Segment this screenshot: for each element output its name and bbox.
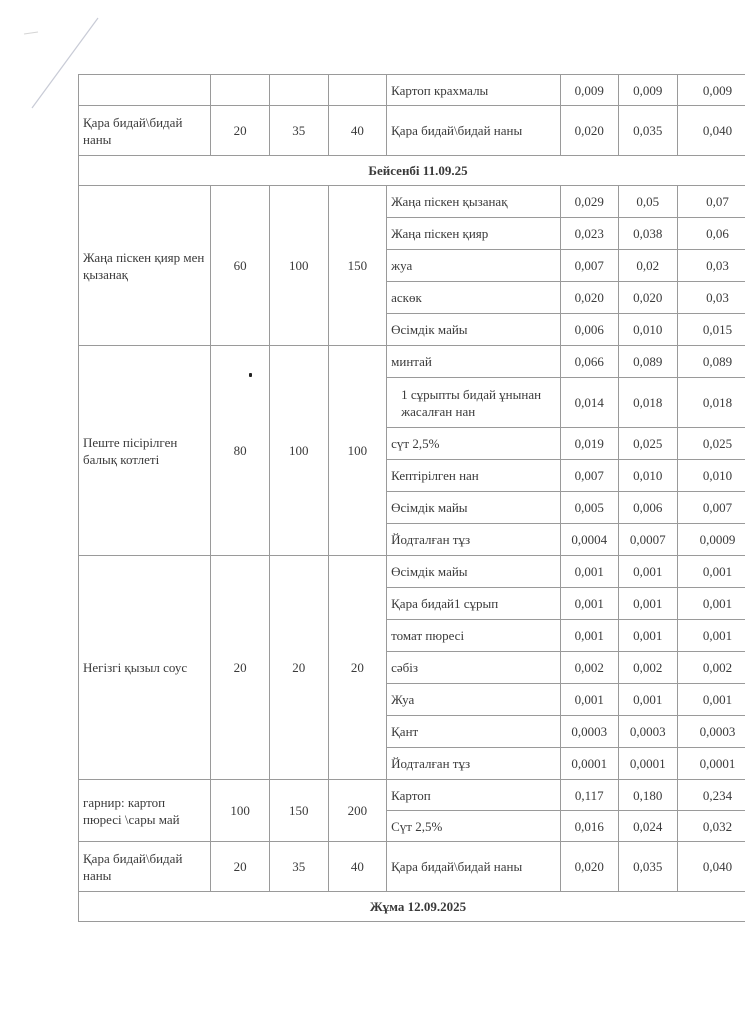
amount-2: 0,010 bbox=[618, 314, 678, 346]
amount-1: 0,0001 bbox=[560, 748, 618, 780]
menu-table bbox=[78, 74, 745, 922]
portion-1: 20 bbox=[211, 556, 270, 780]
amount-3: 0,0003 bbox=[678, 716, 745, 748]
table-row bbox=[79, 780, 745, 811]
amount-3: 0,234 bbox=[678, 780, 745, 811]
amount-2: 0,006 bbox=[618, 492, 678, 524]
amount-2: 0,010 bbox=[618, 460, 678, 492]
ingredient-name: минтай bbox=[387, 346, 561, 378]
amount-2: 0,002 bbox=[618, 652, 678, 684]
portion-2 bbox=[269, 75, 328, 106]
amount-3: 0,0001 bbox=[678, 748, 745, 780]
amount-1: 0,002 bbox=[560, 652, 618, 684]
ingredient-name: Қара бидай\бидай наны bbox=[387, 106, 561, 156]
portion-1: 60 bbox=[211, 186, 270, 346]
amount-2: 0,05 bbox=[618, 186, 678, 218]
ingredient-name: сәбіз bbox=[387, 652, 561, 684]
amount-1: 0,001 bbox=[560, 588, 618, 620]
amount-2: 0,0007 bbox=[618, 524, 678, 556]
amount-1: 0,014 bbox=[560, 378, 618, 428]
amount-1: 0,020 bbox=[560, 106, 618, 156]
dish-name: Жаңа піскен қияр мен қызанақ bbox=[79, 186, 211, 346]
amount-3: 0,018 bbox=[678, 378, 745, 428]
portion-2: 100 bbox=[269, 346, 328, 556]
amount-2: 0,020 bbox=[618, 282, 678, 314]
portion-3: 40 bbox=[328, 842, 387, 892]
ingredient-name: Жаңа піскен қызанақ bbox=[387, 186, 561, 218]
ingredient-name: Йодталған тұз bbox=[387, 524, 561, 556]
portion-3: 40 bbox=[328, 106, 387, 156]
portion-3: 200 bbox=[328, 780, 387, 842]
ingredient-name: Сүт 2,5% bbox=[387, 811, 561, 842]
amount-3: 0,001 bbox=[678, 620, 745, 652]
ingredient-name: Кептірілген нан bbox=[387, 460, 561, 492]
amount-1: 0,016 bbox=[560, 811, 618, 842]
amount-1: 0,023 bbox=[560, 218, 618, 250]
day-header-row bbox=[79, 892, 745, 922]
amount-2: 0,180 bbox=[618, 780, 678, 811]
amount-1: 0,001 bbox=[560, 556, 618, 588]
amount-1: 0,001 bbox=[560, 620, 618, 652]
amount-3: 0,032 bbox=[678, 811, 745, 842]
ingredient-name: Жаңа піскен қияр bbox=[387, 218, 561, 250]
ingredient-name: аскөк bbox=[387, 282, 561, 314]
ingredient-name: Қара бидай1 сұрып bbox=[387, 588, 561, 620]
day-heading: Жұма 12.09.2025 bbox=[79, 892, 745, 922]
dish-name: Негізгі қызыл соус bbox=[79, 556, 211, 780]
table-row bbox=[79, 106, 745, 156]
amount-1: 0,0004 bbox=[560, 524, 618, 556]
amount-2: 0,001 bbox=[618, 684, 678, 716]
amount-2: 0,035 bbox=[618, 106, 678, 156]
amount-2: 0,089 bbox=[618, 346, 678, 378]
amount-2: 0,0001 bbox=[618, 748, 678, 780]
amount-3: 0,03 bbox=[678, 250, 745, 282]
amount-1: 0,005 bbox=[560, 492, 618, 524]
amount-3: 0,001 bbox=[678, 556, 745, 588]
amount-3: 0,040 bbox=[678, 106, 745, 156]
amount-3: 0,002 bbox=[678, 652, 745, 684]
portion-1: 20 bbox=[211, 842, 270, 892]
amount-2: 0,024 bbox=[618, 811, 678, 842]
portion-1: 80 bbox=[211, 346, 270, 556]
ingredient-name: Йодталған тұз bbox=[387, 748, 561, 780]
portion-2: 100 bbox=[269, 186, 328, 346]
amount-1: 0,117 bbox=[560, 780, 618, 811]
ingredient-name: Картоп bbox=[387, 780, 561, 811]
amount-1: 0,029 bbox=[560, 186, 618, 218]
amount-2: 0,038 bbox=[618, 218, 678, 250]
day-heading: Бейсенбі 11.09.25 bbox=[79, 156, 745, 186]
amount-1: 0,066 bbox=[560, 346, 618, 378]
amount-3: 0,001 bbox=[678, 684, 745, 716]
amount-1: 0,019 bbox=[560, 428, 618, 460]
portion-1: 20 bbox=[211, 106, 270, 156]
ingredient-name: 1 сұрыпты бидай ұнынан жасалған нан bbox=[387, 378, 561, 428]
amount-3: 0,03 bbox=[678, 282, 745, 314]
amount-3: 0,06 bbox=[678, 218, 745, 250]
amount-1: 0,0003 bbox=[560, 716, 618, 748]
table-row bbox=[79, 186, 745, 218]
dish-name: гарнир: картоп пюресі \сары май bbox=[79, 780, 211, 842]
amount-3: 0,040 bbox=[678, 842, 745, 892]
amount-2: 0,0003 bbox=[618, 716, 678, 748]
amount-3: 0,007 bbox=[678, 492, 745, 524]
amount-3: 0,0009 bbox=[678, 524, 745, 556]
amount-3: 0,001 bbox=[678, 588, 745, 620]
ingredient-name: Өсімдік майы bbox=[387, 492, 561, 524]
amount-2: 0,035 bbox=[618, 842, 678, 892]
amount-1: 0,006 bbox=[560, 314, 618, 346]
portion-3: 100 bbox=[328, 346, 387, 556]
portion-1: 100 bbox=[211, 780, 270, 842]
table-row bbox=[79, 842, 745, 892]
amount-2: 0,02 bbox=[618, 250, 678, 282]
amount-2: 0,009 bbox=[618, 75, 678, 106]
amount-3: 0,015 bbox=[678, 314, 745, 346]
amount-1: 0,001 bbox=[560, 684, 618, 716]
amount-2: 0,025 bbox=[618, 428, 678, 460]
portion-3: 150 bbox=[328, 186, 387, 346]
portion-2: 35 bbox=[269, 106, 328, 156]
ingredient-name: Қант bbox=[387, 716, 561, 748]
amount-1: 0,020 bbox=[560, 282, 618, 314]
amount-3: 0,025 bbox=[678, 428, 745, 460]
dish-name bbox=[79, 75, 211, 106]
portion-3: 20 bbox=[328, 556, 387, 780]
amount-3: 0,010 bbox=[678, 460, 745, 492]
ink-speck bbox=[249, 373, 252, 377]
ingredient-name: томат пюресі bbox=[387, 620, 561, 652]
table-row bbox=[79, 75, 745, 106]
amount-2: 0,001 bbox=[618, 588, 678, 620]
portion-2: 20 bbox=[269, 556, 328, 780]
table-row bbox=[79, 556, 745, 588]
table-row bbox=[79, 346, 745, 378]
amount-2: 0,001 bbox=[618, 620, 678, 652]
dish-name: Қара бидай\бидай наны bbox=[79, 106, 211, 156]
ingredient-name: Қара бидай\бидай наны bbox=[387, 842, 561, 892]
amount-3: 0,089 bbox=[678, 346, 745, 378]
portion-3 bbox=[328, 75, 387, 106]
day-header-row bbox=[79, 156, 745, 186]
amount-2: 0,018 bbox=[618, 378, 678, 428]
ingredient-name: Өсімдік майы bbox=[387, 314, 561, 346]
amount-1: 0,020 bbox=[560, 842, 618, 892]
ingredient-name: Картоп крахмалы bbox=[387, 75, 561, 106]
ingredient-name: сүт 2,5% bbox=[387, 428, 561, 460]
amount-1: 0,009 bbox=[560, 75, 618, 106]
portion-1 bbox=[211, 75, 270, 106]
amount-3: 0,009 bbox=[678, 75, 745, 106]
portion-2: 35 bbox=[269, 842, 328, 892]
amount-1: 0,007 bbox=[560, 460, 618, 492]
amount-3: 0,07 bbox=[678, 186, 745, 218]
ingredient-name: Өсімдік майы bbox=[387, 556, 561, 588]
dish-name: Пеште пісірілген балық котлеті bbox=[79, 346, 211, 556]
ingredient-name: Жуа bbox=[387, 684, 561, 716]
portion-2: 150 bbox=[269, 780, 328, 842]
amount-1: 0,007 bbox=[560, 250, 618, 282]
dish-name: Қара бидай\бидай наны bbox=[79, 842, 211, 892]
amount-2: 0,001 bbox=[618, 556, 678, 588]
ingredient-name: жуа bbox=[387, 250, 561, 282]
